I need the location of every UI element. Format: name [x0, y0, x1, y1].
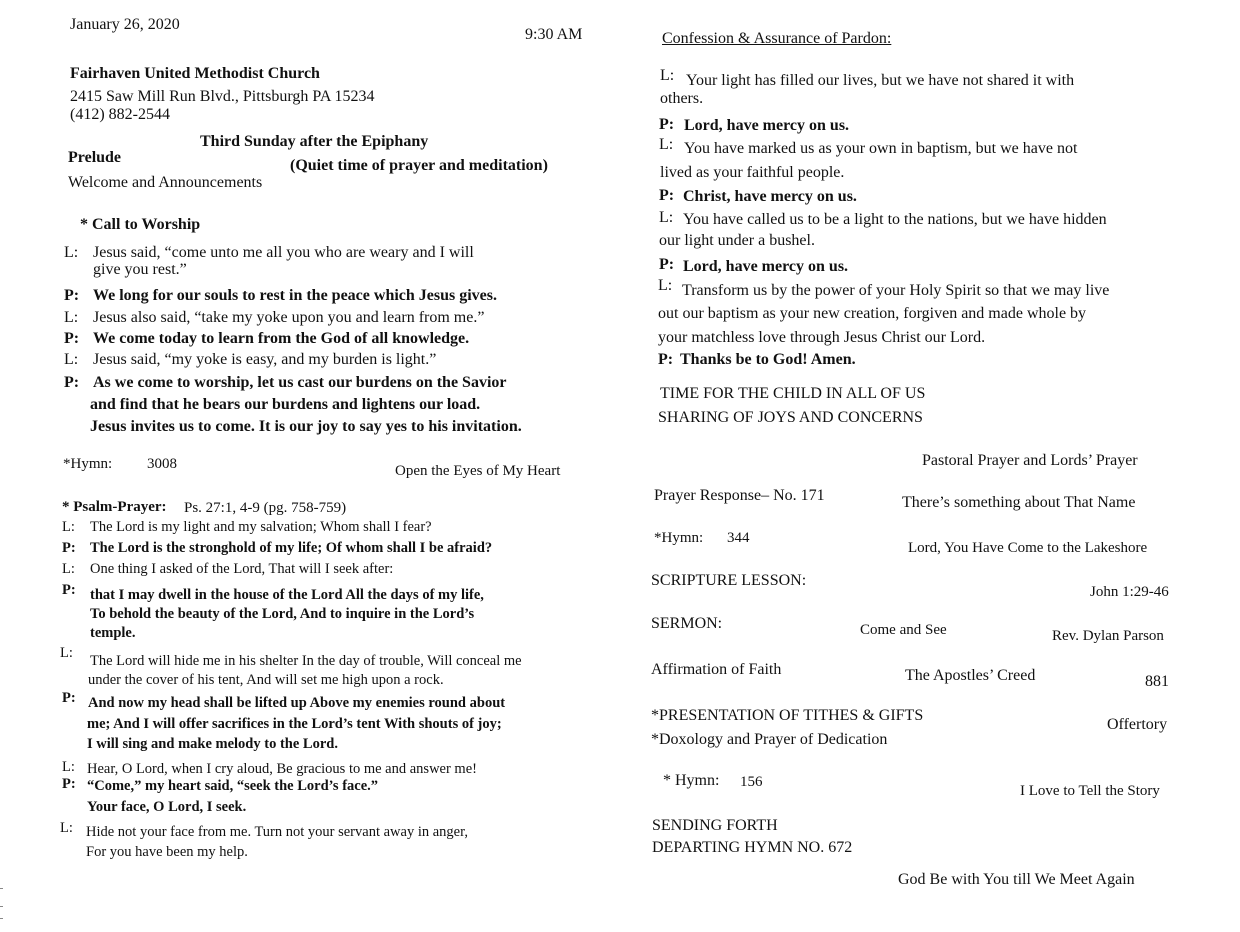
psalm-role: P: — [62, 776, 76, 792]
confession-line: your matchless love through Jesus Christ our Lord. — [658, 329, 986, 346]
confession-line: You have called us to be a light to the nations, but we have hidden — [683, 211, 1107, 228]
psalm-line: that I may dwell in the house of the Lord All the days of my life, — [90, 587, 484, 603]
doxology: *Doxology and Prayer of Dedication — [651, 731, 888, 748]
call-role: P: — [64, 287, 80, 304]
psalm-line: under the cover of his tent, And will set me high upon a rock. — [88, 672, 444, 688]
psalm-role: P: — [62, 690, 76, 706]
service-time: 9:30 AM — [525, 26, 583, 43]
welcome-announcements: Welcome and Announcements — [68, 174, 263, 191]
psalm-role: P: — [62, 540, 76, 556]
confession-line: Christ, have mercy on us. — [683, 188, 857, 205]
hymn-label: * Hymn: — [663, 772, 720, 789]
psalm-role: L: — [62, 561, 75, 577]
psalm-role: P: — [62, 582, 76, 598]
confession-line: out our baptism as your new creation, forgiven and made whole by — [658, 305, 1087, 322]
scripture-lesson-label: SCRIPTURE LESSON: — [651, 572, 807, 589]
psalm-line: One thing I asked of the Lord, That will I seek after: — [90, 561, 394, 577]
confession-role: L: — [658, 277, 673, 294]
call-role: P: — [64, 374, 80, 391]
hymn-title: Open the Eyes of My Heart — [395, 463, 561, 479]
affirmation-label: Affirmation of Faith — [651, 661, 782, 678]
hymn-title: I Love to Tell the Story — [1020, 783, 1160, 799]
psalm-line: The Lord will hide me in his shelter In the day of trouble, Will conceal me — [90, 653, 522, 669]
prayer-response-title: There’s something about That Name — [902, 494, 1136, 511]
page-edge-mark — [0, 888, 3, 889]
psalm-line: Hide not your face from me. Turn not your servant away in anger, — [86, 824, 468, 840]
psalm-line: Your face, O Lord, I seek. — [87, 799, 247, 815]
time-for-child: TIME FOR THE CHILD IN ALL OF US — [660, 385, 926, 402]
departing-hymn: DEPARTING HYMN NO. 672 — [652, 839, 853, 856]
psalm-role: L: — [62, 759, 75, 775]
sermon-title: Come and See — [860, 622, 947, 638]
tithes-and-gifts: *PRESENTATION OF TITHES & GIFTS — [651, 707, 924, 724]
confession-line: Transform us by the power of your Holy Spirit so that we may live — [682, 282, 1110, 299]
hymn-title: Lord, You Have Come to the Lakeshore — [908, 540, 1148, 556]
departing-hymn-title: God Be with You till We Meet Again — [898, 871, 1135, 888]
call-line: We long for our souls to rest in the peace which Jesus gives. — [93, 287, 498, 304]
psalm-line: Hear, O Lord, when I cry aloud, Be gracious to me and answer me! — [87, 761, 477, 777]
psalm-role: L: — [60, 820, 73, 836]
call-role: P: — [64, 330, 80, 347]
confession-title: Confession & Assurance of Pardon: — [662, 30, 892, 47]
psalm-line: me; And I will offer sacrifices in the Lord’s tent With shouts of joy; — [87, 716, 502, 732]
psalm-line: And now my head shall be lifted up Above my enemies round about — [88, 695, 506, 711]
creed-number: 881 — [1145, 673, 1169, 690]
confession-role: P: — [659, 256, 675, 273]
joys-and-concerns: SHARING OF JOYS AND CONCERNS — [658, 409, 923, 426]
confession-role: L: — [659, 136, 674, 153]
call-to-worship-title: * Call to Worship — [80, 216, 201, 233]
call-line: Jesus said, “my yoke is easy, and my burden is light.” — [93, 351, 437, 368]
psalm-line: The Lord is my light and my salvation; Whom shall I fear? — [90, 519, 432, 535]
prelude-label: Prelude — [68, 149, 122, 166]
page-edge-mark — [0, 906, 3, 907]
hymn-number: 344 — [727, 530, 750, 546]
call-line: give you rest.” — [93, 261, 187, 278]
call-line: and find that he bears our burdens and lightens our load. — [90, 396, 481, 413]
prelude-note: (Quiet time of prayer and meditation) — [290, 157, 548, 174]
sunday-title: Third Sunday after the Epiphany — [200, 133, 429, 150]
hymn-label: *Hymn: — [654, 530, 704, 546]
church-phone: (412) 882-2544 — [70, 106, 170, 123]
service-date: January 26, 2020 — [70, 16, 180, 33]
sermon-label: SERMON: — [651, 615, 723, 632]
psalm-line: To behold the beauty of the Lord, And to inquire in the Lord’s — [90, 606, 475, 622]
psalm-line: For you have been my help. — [86, 844, 248, 860]
preacher-name: Rev. Dylan Parson — [1052, 628, 1164, 644]
offertory: Offertory — [1107, 716, 1168, 733]
call-role: L: — [64, 244, 79, 261]
scripture-reference: John 1:29-46 — [1090, 584, 1169, 600]
confession-line: others. — [660, 90, 704, 107]
psalm-reference: Ps. 27:1, 4-9 (pg. 758-759) — [184, 500, 347, 516]
confession-line: Lord, have mercy on us. — [684, 117, 850, 134]
creed-title: The Apostles’ Creed — [905, 667, 1036, 684]
page-edge-mark — [0, 918, 3, 919]
psalm-prayer-label: * Psalm-Prayer: — [62, 499, 167, 515]
call-role: L: — [64, 351, 79, 368]
hymn-label: *Hymn: — [63, 456, 113, 472]
call-line: Jesus also said, “take my yoke upon you and learn from me.” — [93, 309, 485, 326]
confession-line: Lord, have mercy on us. — [683, 258, 849, 275]
confession-line: our light under a bushel. — [659, 232, 815, 249]
call-line: Jesus said, “come unto me all you who are weary and I will — [93, 244, 474, 261]
call-line: Jesus invites us to come. It is our joy to say yes to his invitation. — [90, 418, 522, 435]
call-role: L: — [64, 309, 79, 326]
confession-line: Your light has filled our lives, but we have not shared it with — [686, 72, 1075, 89]
hymn-number: 156 — [740, 774, 763, 790]
church-name: Fairhaven United Methodist Church — [70, 65, 320, 82]
psalm-role: L: — [60, 645, 73, 661]
psalm-line: “Come,” my heart said, “seek the Lord’s face.” — [87, 778, 379, 794]
psalm-line: temple. — [90, 625, 136, 641]
confession-role: P: — [659, 187, 675, 204]
confession-line: lived as your faithful people. — [660, 164, 845, 181]
prayer-response-label: Prayer Response– No. 171 — [654, 487, 825, 504]
confession-role: P: — [659, 116, 675, 133]
sending-forth: SENDING FORTH — [652, 817, 778, 834]
psalm-line: The Lord is the stronghold of my life; Of whom shall I be afraid? — [90, 540, 493, 556]
hymn-number: 3008 — [147, 456, 177, 472]
confession-role: P: — [658, 351, 674, 368]
confession-line: You have marked us as your own in baptism, but we have not — [684, 140, 1078, 157]
psalm-line: I will sing and make melody to the Lord. — [87, 736, 338, 752]
call-line: We come today to learn from the God of all knowledge. — [93, 330, 470, 347]
confession-role: L: — [660, 67, 675, 84]
psalm-role: L: — [62, 519, 75, 535]
confession-line: Thanks be to God! Amen. — [680, 351, 856, 368]
church-address: 2415 Saw Mill Run Blvd., Pittsburgh PA 15234 — [70, 88, 375, 105]
confession-role: L: — [659, 209, 674, 226]
pastoral-prayer: Pastoral Prayer and Lords’ Prayer — [922, 452, 1138, 469]
call-line: As we come to worship, let us cast our burdens on the Savior — [93, 374, 507, 391]
